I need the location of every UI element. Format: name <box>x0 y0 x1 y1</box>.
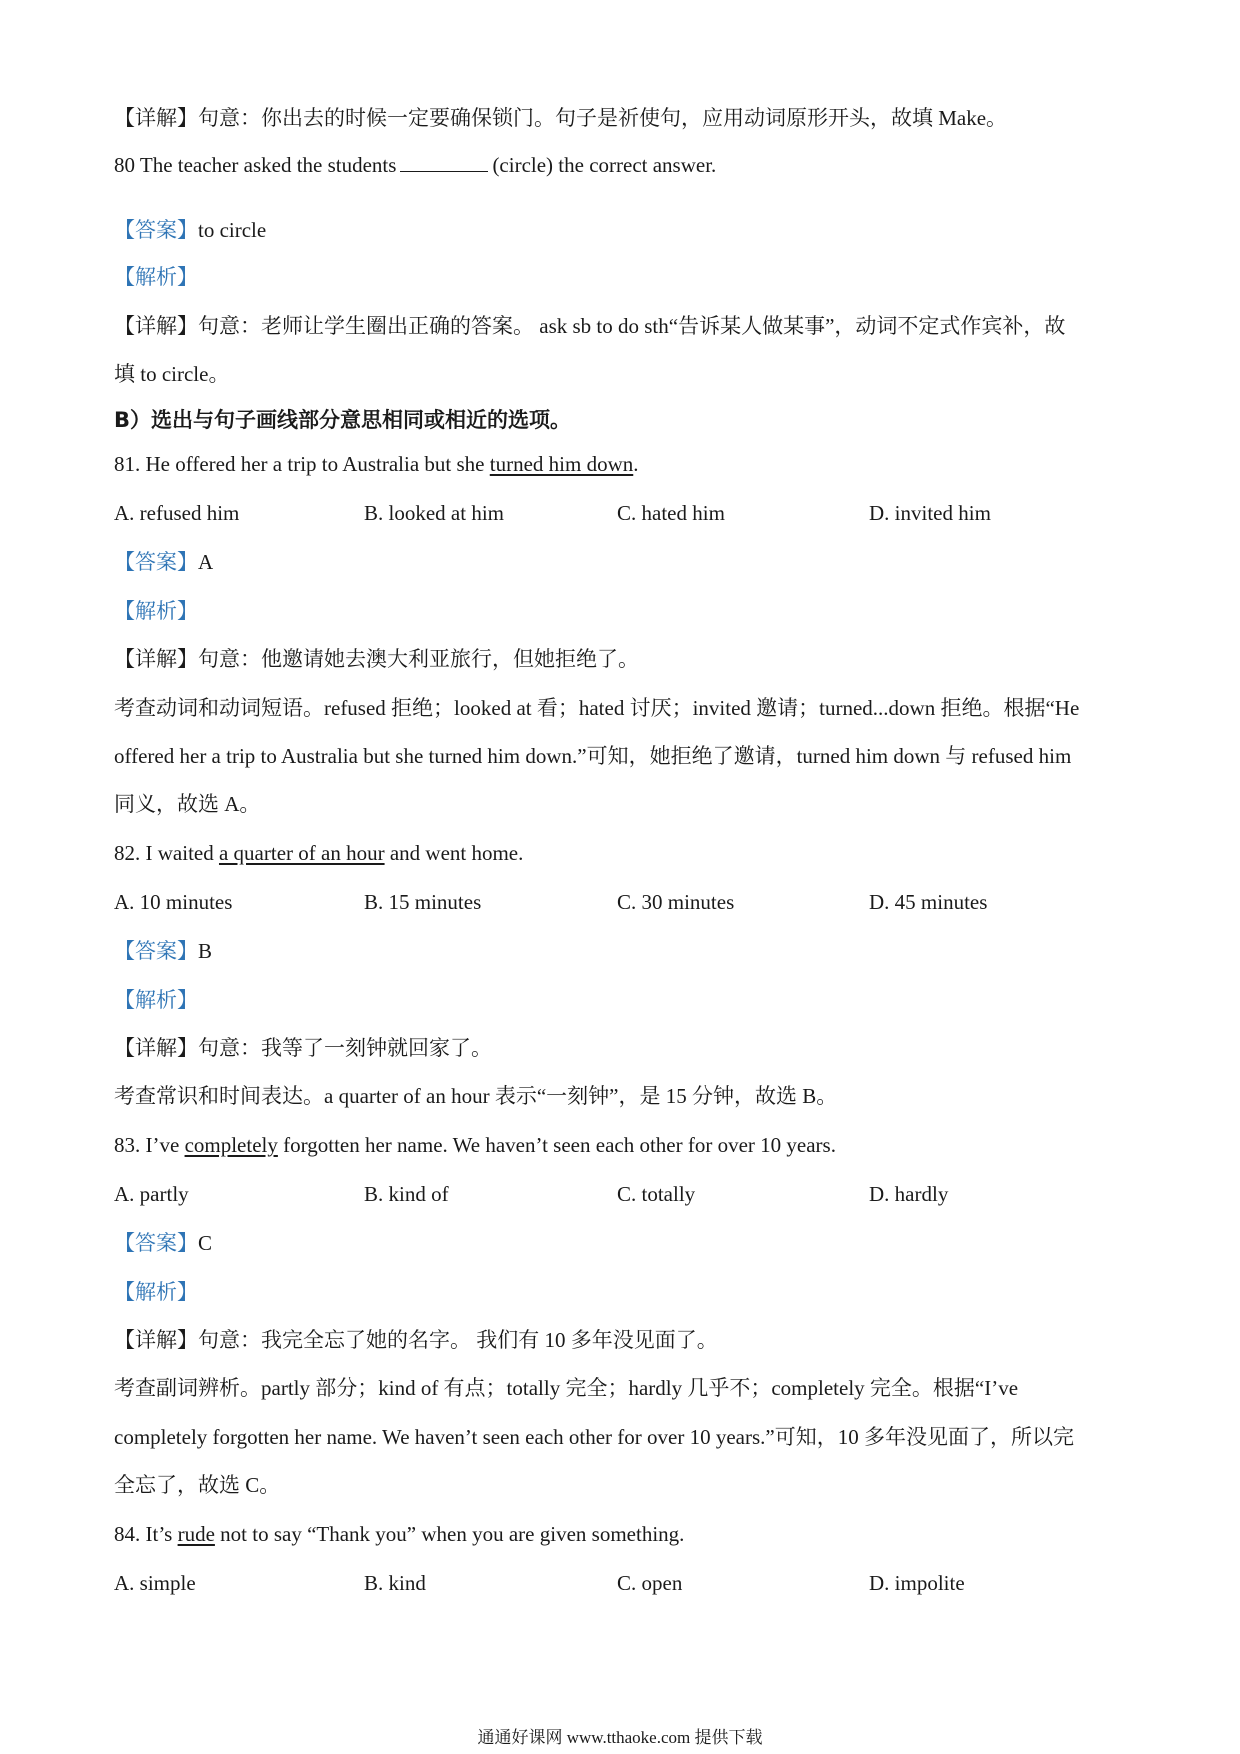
option-a: A. simple <box>114 1571 196 1595</box>
detail-text: 句意：老师让学生圈出正确的答案。 ask sb to do sth“告诉某人做某事”，动词不定式作宾补，故 <box>198 314 1066 338</box>
analysis-tag: 【解析】 <box>114 988 198 1012</box>
answer-82 <box>114 936 212 966</box>
answer-value: to circle <box>198 218 267 242</box>
explanation-line: 【详解】句意：你出去的时候一定要确保锁门。句子是祈使句，应用动词原形开头，故填 Make。 <box>114 106 1008 130</box>
page-footer: 通通好课网 www.tthaoke.com 提供下载 <box>477 1728 763 1747</box>
detail-tag: 【详解】 <box>114 314 198 338</box>
option-b: B. kind <box>364 1571 426 1595</box>
analysis-tag: 【解析】 <box>114 1280 198 1304</box>
detail-text: 句意：我完全忘了她的名字。 我们有 10 多年没见面了。 <box>198 1328 718 1352</box>
option-a: A. refused him <box>114 501 240 525</box>
question-83-post: forgotten her name. We haven’t seen each other for over 10 years. <box>277 1133 836 1157</box>
question-83-underlined: completely <box>184 1133 278 1157</box>
answer-blank <box>400 153 488 172</box>
question-81 <box>114 449 639 479</box>
answer-tag: 【答案】 <box>114 939 198 963</box>
answer-tag: 【答案】 <box>114 550 198 574</box>
option-d: D. impolite <box>869 1571 965 1595</box>
option-d: D. invited him <box>869 501 991 525</box>
question-83-pre: 83. I’ve <box>114 1133 185 1157</box>
option-b: B. looked at him <box>364 501 504 525</box>
answer-tag: 【答案】 <box>114 1231 198 1255</box>
detail-83-line-1 <box>114 1325 718 1355</box>
answer-value: C <box>198 1231 213 1255</box>
detail-80-line-1 <box>114 311 1065 341</box>
question-83 <box>114 1130 836 1160</box>
option-c: C. open <box>617 1571 683 1595</box>
question-80 <box>114 150 716 180</box>
question-84 <box>114 1519 684 1549</box>
option-c: C. 30 minutes <box>617 890 735 914</box>
detail-81-line-3: offered her a trip to Australia but she turned him down.”可知，她拒绝了邀请，turned him down 与 refused him <box>114 744 1072 768</box>
answer-value: B <box>198 939 213 963</box>
option-a: A. 10 minutes <box>114 890 233 914</box>
question-82-underlined: a quarter of an hour <box>218 841 385 865</box>
question-82-post: and went home. <box>384 841 524 865</box>
question-80-text-b: (circle) the correct answer. <box>492 153 717 177</box>
option-b: B. kind of <box>364 1182 449 1206</box>
detail-text: 句意：他邀请她去澳大利亚旅行，但她拒绝了。 <box>198 647 639 671</box>
detail-81-line-1 <box>114 644 639 674</box>
answer-value: A <box>198 550 214 574</box>
option-d: D. 45 minutes <box>869 890 988 914</box>
detail-83-line-3: completely forgotten her name. We haven’t seen each other for over 10 years.”可知，10 多年没见面了，所以完 <box>114 1425 1074 1449</box>
question-80-text-a: 80 The teacher asked the students <box>114 153 397 177</box>
analysis-tag: 【解析】 <box>114 599 198 623</box>
question-81-pre: 81. He offered her a trip to Australia but she <box>114 452 490 476</box>
section-b-heading: B）选出与句子画线部分意思相同或相近的选项。 <box>114 408 572 432</box>
question-82-pre: 82. I waited <box>114 841 219 865</box>
answer-80 <box>114 215 266 245</box>
detail-text: 句意：我等了一刻钟就回家了。 <box>198 1036 492 1060</box>
option-c: C. totally <box>617 1182 696 1206</box>
detail-tag: 【详解】 <box>114 1328 198 1352</box>
option-c: C. hated him <box>617 501 725 525</box>
detail-83-line-2: 考查副词辨析。partly 部分；kind of 有点；totally 完全；hardly 几乎不；completely 完全。根据“I’ve <box>114 1376 1019 1400</box>
answer-81 <box>114 547 213 577</box>
question-84-pre: 84. It’s <box>114 1522 178 1546</box>
option-b: B. 15 minutes <box>364 890 482 914</box>
detail-82-line-2: 考查常识和时间表达。a quarter of an hour 表示“一刻钟”，是 15 分钟，故选 B。 <box>114 1084 838 1108</box>
question-84-post: not to say “Thank you” when you are given something. <box>214 1522 685 1546</box>
question-81-underlined: turned him down <box>489 452 634 476</box>
question-82 <box>114 838 523 868</box>
question-81-post: . <box>633 452 639 476</box>
option-d: D. hardly <box>869 1182 949 1206</box>
detail-82-line-1 <box>114 1033 492 1063</box>
answer-83 <box>114 1228 212 1258</box>
question-84-underlined: rude <box>177 1522 215 1546</box>
detail-tag: 【详解】 <box>114 1036 198 1060</box>
detail-81-line-2: 考查动词和动词短语。refused 拒绝；looked at 看；hated 讨厌；invited 邀请；turned...down 拒绝。根据“He <box>114 696 1080 720</box>
detail-81-line-4: 同义，故选 A。 <box>114 792 261 816</box>
detail-83-line-4: 全忘了，故选 C。 <box>114 1473 281 1497</box>
detail-tag: 【详解】 <box>114 647 198 671</box>
option-a: A. partly <box>114 1182 189 1206</box>
detail-80-line-2: 填 to circle。 <box>114 362 230 386</box>
answer-tag: 【答案】 <box>114 218 198 242</box>
analysis-tag: 【解析】 <box>114 265 198 289</box>
